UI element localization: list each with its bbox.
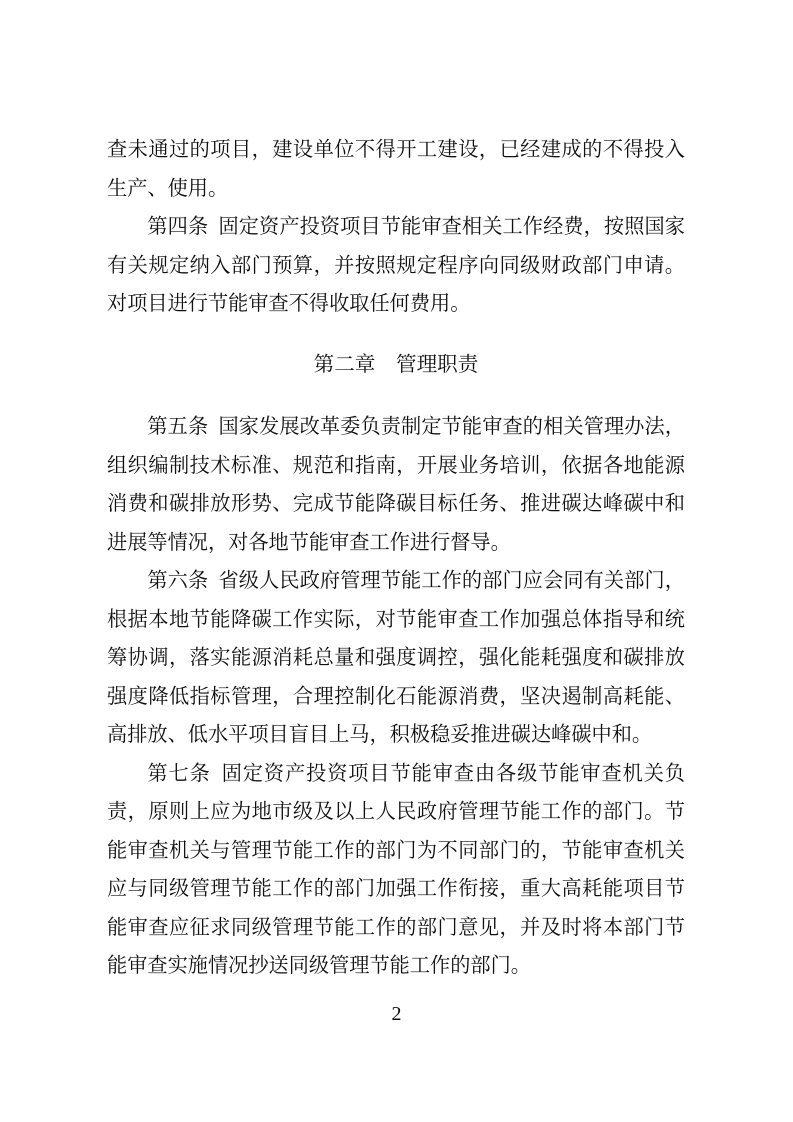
text-line: 第五条 国家发展改革委负责制定节能审查的相关管理办法， [147, 416, 685, 438]
text-line: 根据本地节能降碳工作实际，对节能审查工作加强总体指导和统 [107, 608, 685, 631]
text-line: 组织编制技术标准、规范和指南，开展业务培训，依据各地能源 [107, 454, 685, 477]
text-line: 第六条 省级人民政府管理节能工作的部门应会同有关部门， [147, 570, 685, 592]
text-line: 能审查机关与管理节能工作的部门为不同部门的，节能审查机关 [107, 839, 685, 862]
text-line: 第七条 固定资产投资项目节能审查由各级节能审查机关负 [147, 762, 685, 785]
text-line: 消费和碳排放形势、完成节能降碳目标任务、推进碳达峰碳中和 [107, 493, 685, 515]
text-line: 有关规定纳入部门预算，并按照规定程序向同级财政部门申请。 [107, 254, 685, 277]
chapter-heading: 第二章 管理职责 [313, 352, 479, 376]
text-line: 第四条 固定资产投资项目节能审查相关工作经费，按照国家 [147, 216, 685, 238]
text-line: 应与同级管理节能工作的部门加强工作衔接，重大高耗能项目节 [107, 878, 685, 900]
text-line: 生产、使用。 [107, 177, 229, 200]
text-line: 筹协调，落实能源消耗总量和强度调控，强化能耗强度和碳排放 [107, 647, 685, 669]
text-line: 高排放、低水平项目盲目上马，积极稳妥推进碳达峰碳中和。 [107, 724, 653, 746]
text-line: 责，原则上应为地市级及以上人民政府管理节能工作的部门。节 [107, 801, 685, 823]
document-body [107, 131, 685, 986]
text-line: 能审查应征求同级管理节能工作的部门意见，并及时将本部门节 [107, 916, 685, 939]
text-line: 对项目进行节能审查不得收取任何费用。 [107, 293, 471, 315]
text-line: 进展等情况，对各地节能审查工作进行督导。 [107, 531, 511, 554]
text-line: 强度降低指标管理，合理控制化石能源消费，坚决遏制高耗能、 [107, 685, 685, 708]
page-number: 2 [391, 1003, 402, 1025]
text-line: 查未通过的项目，建设单位不得开工建设，已经建成的不得投入 [107, 139, 685, 161]
text-line: 能审查实施情况抄送同级管理节能工作的部门。 [107, 955, 531, 977]
